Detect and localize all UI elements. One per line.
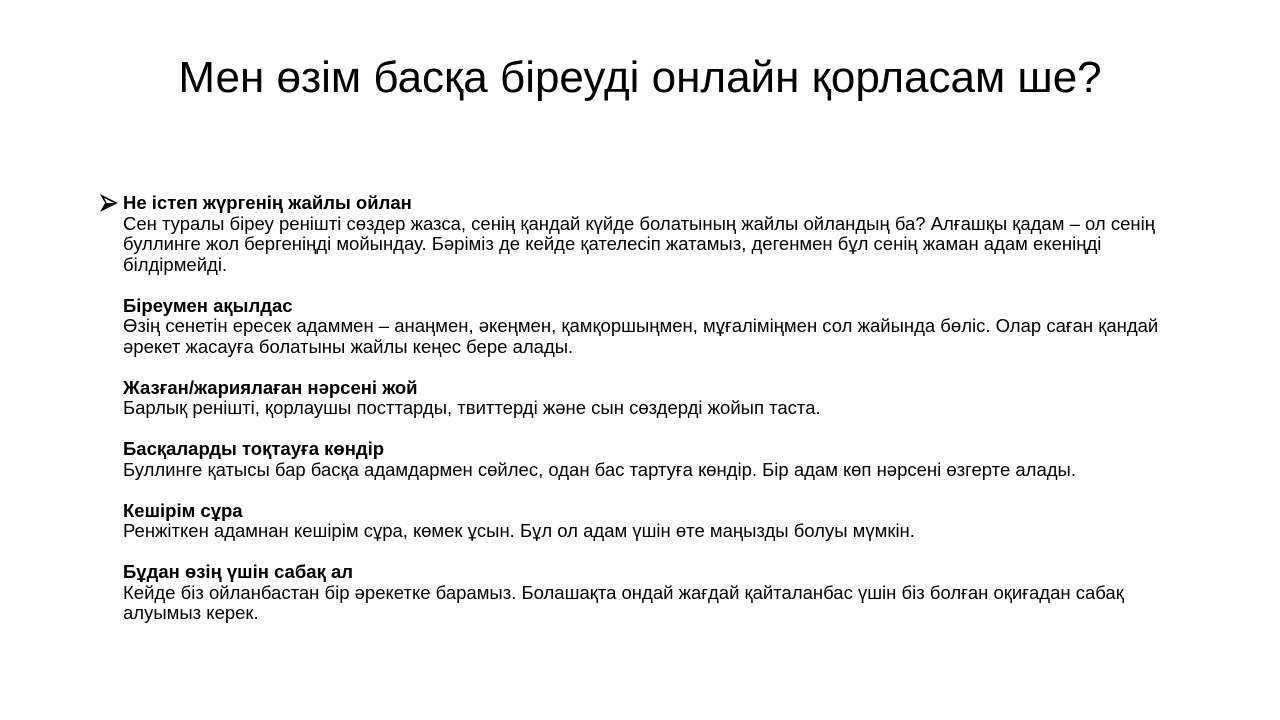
section-text: Барлық ренішті, қорлаушы посттарды, твиттерді және сын сөздерді жойып таста. xyxy=(123,397,821,418)
arrow-bullet-icon xyxy=(100,193,118,213)
section-heading: Не істеп жүргенің жайлы ойлан xyxy=(123,192,412,213)
bullet-body xyxy=(123,193,1200,624)
section-delete xyxy=(123,378,1200,419)
slide-content xyxy=(100,193,1200,624)
section-heading: Кешірім сұра xyxy=(123,499,243,521)
section-heading: Біреумен ақылдас xyxy=(123,294,293,316)
slide-title: Мен өзім басқа біреуді онлайн қорласам ше? xyxy=(178,53,1102,102)
section-reflect xyxy=(123,193,1200,275)
section-text: Кейде біз ойланбастан бір әрекетке барамыз. Болашақта ондай жағдай қайталанбас үшін біз болған оқиғадан сабақ алуымыз керек. xyxy=(123,581,1124,623)
section-learn xyxy=(123,562,1200,624)
section-heading: Басқаларды тоқтауға көндір xyxy=(123,438,385,459)
section-text: Ренжіткен адамнан кешірім сұра, көмек ұсын. Бұл ол адам үшін өте маңызды болуы мүмкін. xyxy=(123,520,915,541)
section-text: Өзің сенетін ересек адаммен – анаңмен, әкеңмен, қамқоршыңмен, мұғаліміңмен сол жайында бөліс. Олар саған қандай әрекет жасауға болатыны жайлы кеңес бере алады. xyxy=(123,315,1159,357)
section-heading: Бұдан өзің үшін сабақ ал xyxy=(123,561,354,582)
section-text: Сен туралы біреу ренішті сөздер жазса, сенің қандай күйде болатының жайлы ойландың ба? Алғашқы қадам – ол сенің буллинге жол бергеніңді мойындау. Бәріміз де кейде қателесіп жатамыз, дегенмен бұл сенің жаман адам екеніңді білдірмейді. xyxy=(123,212,1155,275)
section-text: Буллинге қатысы бар басқа адамдармен сөйлес, одан бас тартуға көндір. Бір адам көп нәрсені өзгерте алады. xyxy=(123,458,1076,480)
section-consult xyxy=(123,296,1200,358)
section-heading: Жазған/жариялаған нәрсені жой xyxy=(123,376,418,398)
section-apologize xyxy=(123,501,1200,542)
section-persuade xyxy=(123,439,1200,480)
